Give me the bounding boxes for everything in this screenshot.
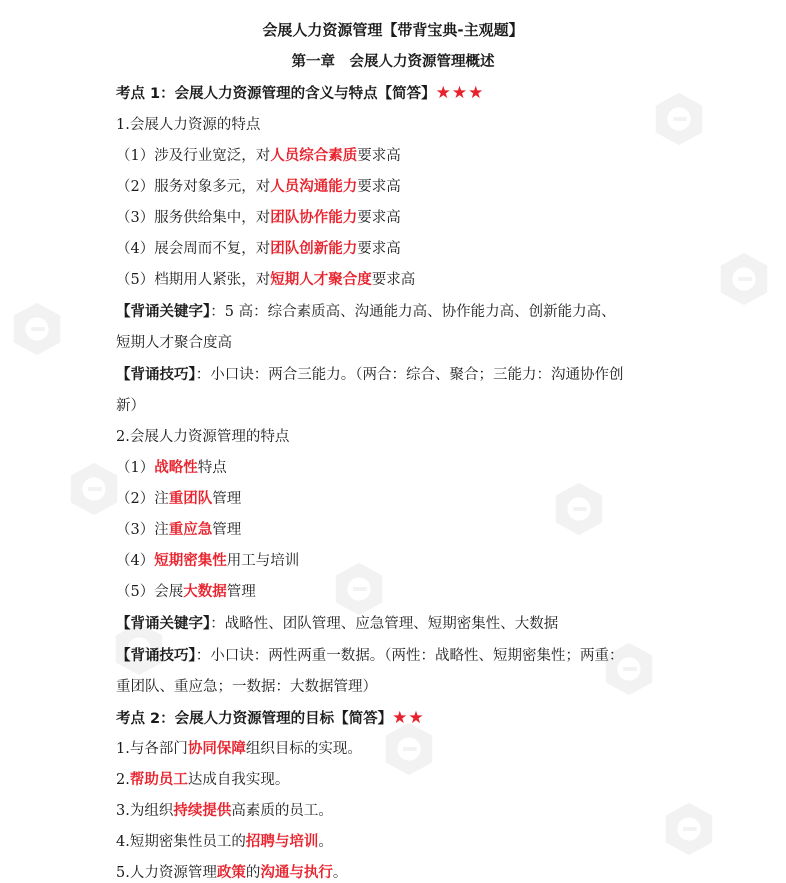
item-emphasis: 团队创新能力 <box>270 241 358 257</box>
item-middle: 的 <box>245 865 261 881</box>
item-prefix: （3）服务供给集中，对 <box>116 210 271 226</box>
item-prefix: （4） <box>116 553 155 569</box>
list-item <box>116 458 786 478</box>
tip-text: ：小口诀：两性两重一数据。（两性：战略性、短期密集性；两重： <box>195 648 624 664</box>
keyword-text: ：5 高：综合素质高、沟通能力高、协作能力高、创新能力高、 <box>210 304 616 320</box>
tip-label: 【背诵技巧】 <box>116 648 196 664</box>
item-prefix: （1） <box>116 460 155 476</box>
item-emphasis: 持续提供 <box>173 803 232 819</box>
list-item <box>116 582 786 602</box>
item-emphasis: 人员沟通能力 <box>270 179 358 195</box>
tip-line <box>116 646 786 666</box>
item-emphasis-2: 沟通与执行 <box>260 865 333 881</box>
item-suffix: 特点 <box>197 460 227 476</box>
item-prefix: （4）展会周而不复，对 <box>116 241 271 257</box>
item-suffix: 组织目标的实现。 <box>245 741 362 757</box>
tip-label: 【背诵技巧】 <box>116 367 196 383</box>
item-suffix: 用工与培训 <box>226 553 300 569</box>
keyword-label: 【背诵关键字】 <box>116 616 211 632</box>
item-prefix: 5.人力资源管理 <box>116 865 217 881</box>
item-suffix: 要求高 <box>357 241 401 257</box>
keyword-line <box>116 302 786 322</box>
item-suffix: 要求高 <box>371 272 416 288</box>
keyword-line <box>116 614 786 634</box>
item-emphasis: 人员综合素质 <box>270 148 358 164</box>
item-emphasis: 重应急 <box>168 522 213 538</box>
kp1-heading-text: 考点 1：会展人力资源管理的含义与特点【简答】 <box>116 86 436 102</box>
item-suffix: 管理 <box>212 491 242 507</box>
item-suffix: 要求高 <box>357 179 401 195</box>
item-emphasis: 帮助员工 <box>129 772 188 788</box>
item-prefix: （3）注 <box>116 522 169 538</box>
item-prefix: （5）会展 <box>116 584 184 600</box>
item-emphasis: 团队协作能力 <box>270 210 358 226</box>
list-item <box>116 239 786 259</box>
item-prefix: （2）服务对象多元，对 <box>116 179 271 195</box>
item-suffix: 。 <box>318 834 333 850</box>
chapter-title: 第一章 会展人力资源管理概述 <box>291 54 495 70</box>
list-item <box>116 801 786 821</box>
item-emphasis: 政策 <box>216 865 246 881</box>
keyword-label: 【背诵关键字】 <box>116 304 211 320</box>
kp2-stars: ★★ <box>392 708 425 728</box>
item-prefix: （5）档期用人紧张，对 <box>116 272 271 288</box>
item-suffix: 。 <box>332 865 348 881</box>
item-prefix: 4.短期密集性员工的 <box>116 834 246 850</box>
item-emphasis: 战略性 <box>154 460 198 476</box>
list-item <box>116 551 786 571</box>
list-item <box>116 770 786 790</box>
item-suffix: 管理 <box>212 522 242 538</box>
list-item <box>116 146 786 166</box>
item-suffix: 高素质的员工。 <box>231 803 333 819</box>
item-suffix: 要求高 <box>357 148 401 164</box>
list-item <box>116 177 786 197</box>
tip-text: ：小口诀：两合三能力。（两合：综合、聚合；三能力：沟通协作创 <box>195 367 624 383</box>
keyword-text: ：战略性、团队管理、应急管理、短期密集性、大数据 <box>210 616 559 632</box>
item-prefix: （1）涉及行业宽泛，对 <box>116 148 271 164</box>
tip-text-continued: 新） <box>116 398 145 414</box>
item-suffix: 要求高 <box>357 210 401 226</box>
item-emphasis: 大数据 <box>183 584 227 600</box>
section-title: 2.会展人力资源管理的特点 <box>116 429 290 445</box>
item-suffix: 达成自我实现。 <box>187 772 290 788</box>
kp1-stars: ★★★ <box>435 83 485 103</box>
document-title: 会展人力资源管理【带背宝典-主观题】 <box>262 21 524 39</box>
kp2-heading <box>116 708 786 729</box>
item-suffix: 管理 <box>226 584 256 600</box>
list-item <box>116 863 786 883</box>
item-emphasis: 短期人才聚合度 <box>270 272 372 288</box>
list-item <box>116 520 786 540</box>
list-item <box>116 832 786 852</box>
tip-line <box>116 365 786 385</box>
list-item <box>116 739 786 759</box>
item-prefix: 1.与各部门 <box>116 741 188 757</box>
item-emphasis: 短期密集性 <box>154 553 227 569</box>
item-prefix: 2. <box>116 772 130 788</box>
item-emphasis: 协同保障 <box>187 741 246 757</box>
keyword-text-continued: 短期人才聚合度高 <box>116 335 232 351</box>
list-item <box>116 489 786 509</box>
item-emphasis: 重团队 <box>168 491 213 507</box>
kp2-heading-text: 考点 2：会展人力资源管理的目标【简答】 <box>116 711 393 727</box>
item-prefix: 3.为组织 <box>116 803 174 819</box>
kp1-heading <box>116 83 786 104</box>
list-item <box>116 270 786 290</box>
tip-text-continued: 重团队、重应急；一数据：大数据管理） <box>116 679 377 695</box>
item-prefix: （2）注 <box>116 491 169 507</box>
section-title: 1.会展人力资源的特点 <box>116 117 261 133</box>
list-item <box>116 208 786 228</box>
item-emphasis: 招聘与培训 <box>245 834 319 850</box>
